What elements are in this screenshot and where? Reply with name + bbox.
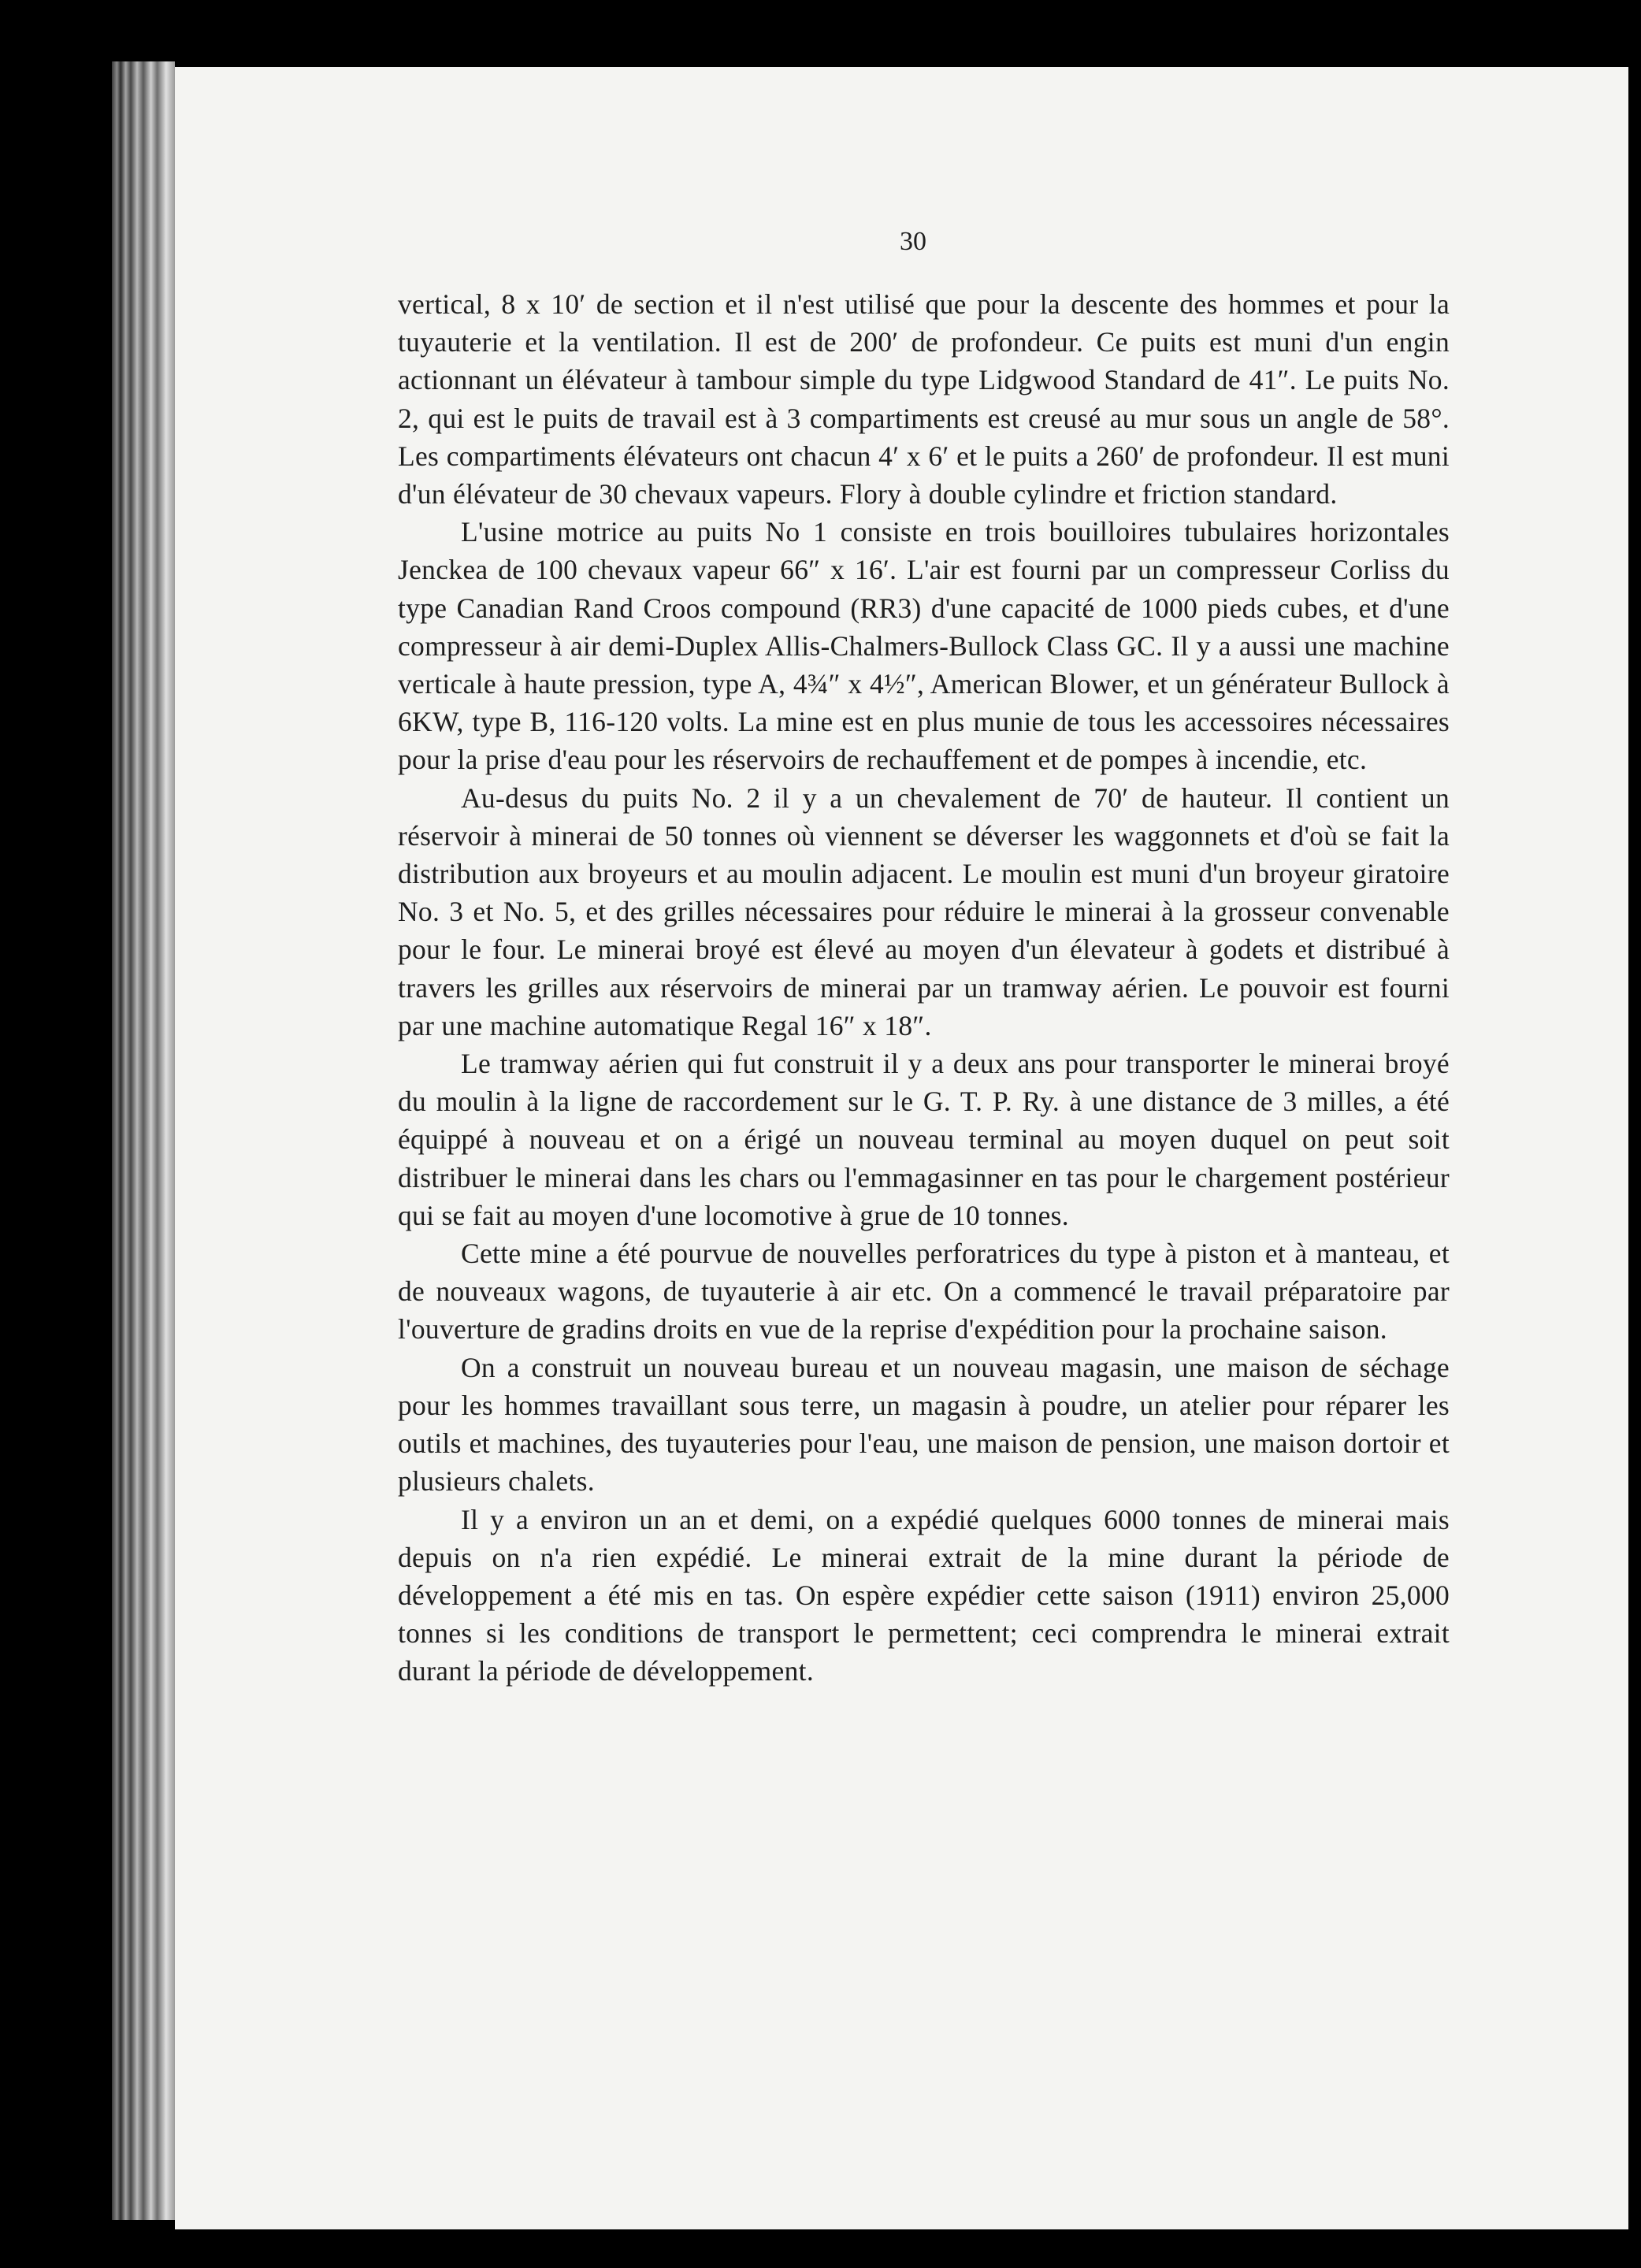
- paragraph-6: On a construit un nouveau bureau et un nouveau magasin, une maison de séchage pour les hommes travaillant sous terre, un magasin à poudre, un atelier pour réparer les outils et machines, des tuyauteries pour l'eau, une maison de pension, une maison dortoir et plusieurs chalets.: [398, 1351, 1450, 1498]
- paragraph-5: Cette mine a été pourvue de nouvelles perforatrices du type à piston et à manteau, et de nouveaux wagons, de tuyauterie à air etc. On a commencé le travail préparatoire par l'ouverture de gradins droits en vue de la reprise d'expédition pour la prochaine saison.: [398, 1238, 1450, 1346]
- paragraph-7: Il y a environ un an et demi, on a expédié quelques 6000 tonnes de minerai mais depuis on n'a rien expédié. Le minerai extrait de la mine durant la période de développement a été mis en tas. On espère expédier cette saison (1911) environ 25,000 tonnes si les conditions de transport le permettent; ceci comprendra le minerai extrait durant la période de développement.: [398, 1503, 1450, 1687]
- page-number: 30: [900, 227, 926, 256]
- paragraph-1: vertical, 8 x 10′ de section et il n'est utilisé que pour la descente des hommes et pour la tuyauterie et la ventilation. Il est de 200′ de profondeur. Ce puits est muni d'un engin actionnant un élévateur à tambour simple du type Lidgwood Standard de 41″. Le puits No. 2, qui est le puits de travail est à 3 compartiments est creusé au mur sous un angle de 58°. Les compartiments élévateurs ont chacun 4′ x 6′ et le puits a 260′ de profondeur. Il est muni d'un élévateur de 30 chevaux vapeurs. Flory à double cylindre et friction standard.: [398, 288, 1450, 510]
- paragraph-3: Au-desus du puits No. 2 il y a un chevalement de 70′ de hauteur. Il contient un réservoir à minerai de 50 tonnes où viennent se déverser les waggonnets et d'où se fait la distribution aux broyeurs et au moulin adjacent. Le moulin est muni d'un broyeur giratoire No. 3 et No. 5, et des grilles nécessaires pour réduire le minerai à la grosseur convenable pour le four. Le minerai broyé est élevé au moyen d'un élevateur à godets et distribué à travers les grilles aux réservoirs de minerai par un tramway aérien. Le pouvoir est fourni par une machine automatique Regal 16″ x 18″.: [398, 781, 1450, 1041]
- page-edge-shadow: [112, 61, 175, 2220]
- paragraph-2: L'usine motrice au puits No 1 consiste en trois bouilloires tubulaires horizontales Jenckea de 100 chevaux vapeur 66″ x 16′. L'air est fourni par un compresseur Corliss du type Canadian Rand Croos compound (RR3) d'une capacité de 1000 pieds cubes, et d'une compresseur à air demi-Duplex Allis-Chalmers-Bullock Class GC. Il y a aussi une machine verticale à haute pression, type A, 4¾″ x 4½″, American Blower, et un générateur Bullock à 6KW, type B, 116-120 volts. La mine est en plus munie de tous les accessoires nécessaires pour la prise d'eau pour les réservoirs de rechauffement et de pompes à incendie, etc.: [398, 516, 1450, 776]
- paragraph-4: Le tramway aérien qui fut construit il y a deux ans pour transporter le minerai broyé du moulin à la ligne de raccordement sur le G. T. P. Ry. à une distance de 3 milles, a été équippé à nouveau et on a érigé un nouveau terminal au moyen duquel on peut soit distribuer le minerai dans les chars ou l'emmagasinner en tas pour le chargement postérieur qui se fait au moyen d'une locomotive à grue de 10 tonnes.: [398, 1048, 1450, 1231]
- document-body: [398, 285, 1450, 1691]
